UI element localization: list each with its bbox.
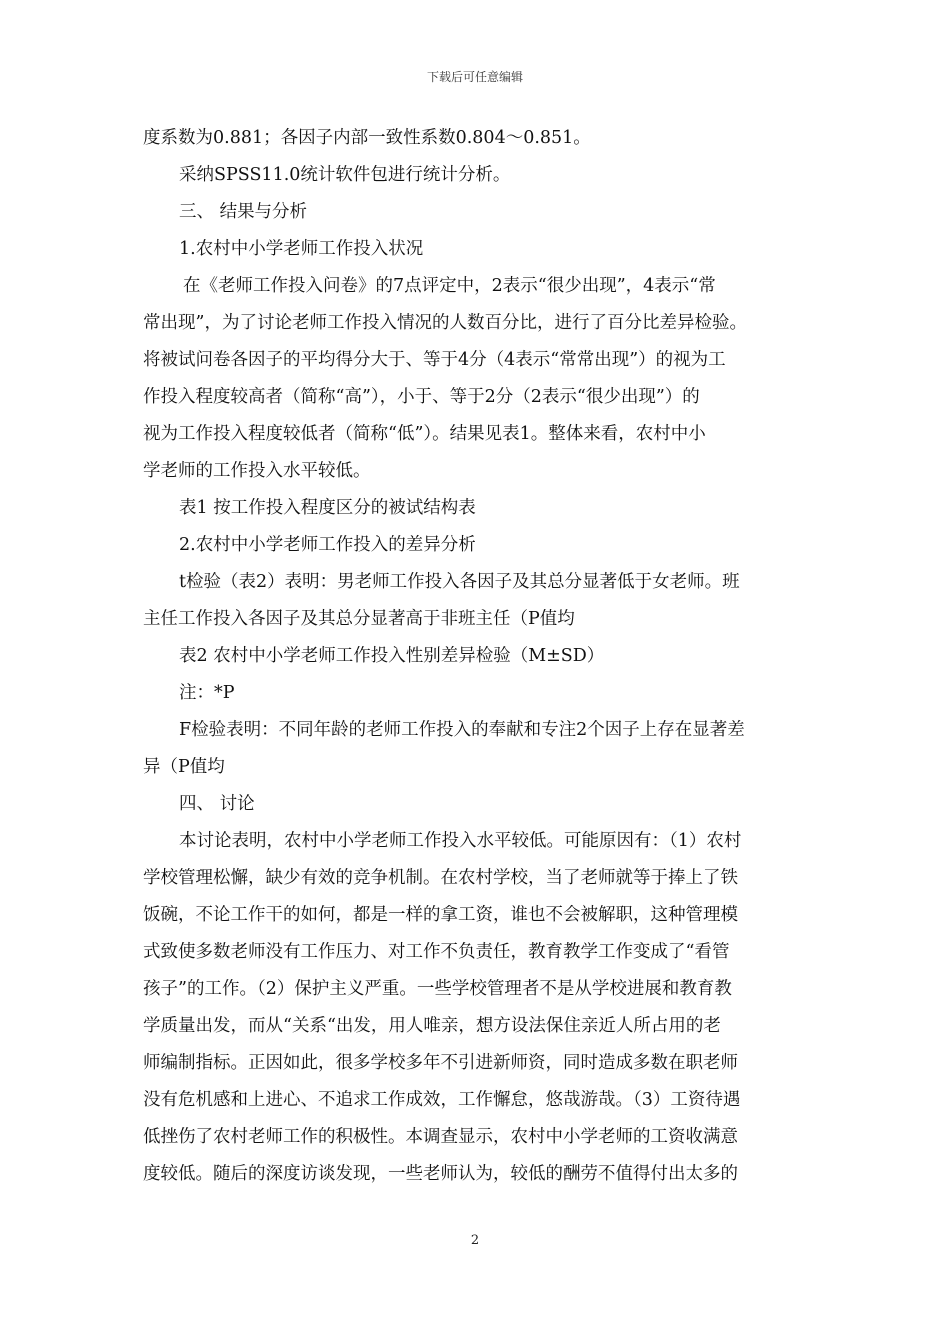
section-heading: 四、 讨论 (179, 794, 255, 814)
paragraph-line: t检验（表2）表明：男老师工作投入各因子及其总分显著低于女老师。班 (179, 572, 740, 592)
table-caption: 表2 农村中小学老师工作投入性别差异检验（M±SD） (179, 646, 605, 666)
paragraph-line: 异（P值均 (143, 757, 225, 777)
text-line: 采纳SPSS11.0统计软件包进行统计分析。 (179, 165, 511, 185)
paragraph-line: 式致使多数老师没有工作压力、对工作不负责任，教育教学工作变成了“看管 (143, 942, 730, 962)
paragraph-line: 学校管理松懈，缺少有效的竞争机制。在农村学校，当了老师就等于捧上了铁 (143, 868, 738, 888)
section-heading: 三、 结果与分析 (179, 202, 308, 222)
paragraph-line: 师编制指标。正因如此，很多学校多年不引进新师资，同时造成多数在职老师 (143, 1053, 738, 1073)
paragraph-line: 作投入程度较高者（简称“高”），小于、等于2分（2表示“很少出现”）的 (143, 387, 700, 407)
page-number: 2 (470, 1233, 480, 1248)
paragraph-line: 学质量出发，而从“关系“出发，用人唯亲，想方设法保住亲近人所占用的老 (143, 1016, 721, 1036)
text-line: 度系数为0.881；各因子内部一致性系数0.804～0.851。 (143, 128, 591, 148)
document-body (143, 120, 809, 1193)
paragraph-line: 没有危机感和上进心、不追求工作成效，工作懈怠，悠哉游哉。（3）工资待遇 (143, 1090, 741, 1110)
table-caption: 表1 按工作投入程度区分的被试结构表 (179, 498, 476, 518)
paragraph-line: 将被试问卷各因子的平均得分大于、等于4分（4表示“常常出现”）的视为工 (143, 350, 726, 370)
paragraph-line: 孩子”的工作。（2）保护主义严重。一些学校管理者不是从学校进展和教育教 (143, 979, 732, 999)
paragraph-line: 主任工作投入各因子及其总分显著高于非班主任（P值均 (143, 609, 575, 629)
table-note: 注：*P (179, 683, 235, 703)
paragraph-line: 低挫伤了农村老师工作的积极性。本调查显示，农村中小学老师的工资收满意 (143, 1127, 738, 1147)
paragraph-line: F检验表明：不同年龄的老师工作投入的奉献和专注2个因子上存在显著差 (179, 720, 745, 740)
paragraph-line: 度较低。随后的深度访谈发现，一些老师认为，较低的酬劳不值得付出太多的 (143, 1164, 738, 1184)
paragraph-line: 学老师的工作投入水平较低。 (143, 461, 371, 481)
subsection-heading: 1.农村中小学老师工作投入状况 (179, 239, 424, 259)
paragraph-line: 常出现”，为了讨论老师工作投入情况的人数百分比，进行了百分比差异检验。 (143, 313, 747, 333)
subsection-heading: 2.农村中小学老师工作投入的差异分析 (179, 535, 476, 555)
page-header: 下载后可任意编辑 (426, 70, 523, 84)
paragraph-line: 视为工作投入程度较低者（简称“低”）。结果见表1。整体来看，农村中小 (143, 424, 706, 444)
paragraph-line: 在《老师工作投入问卷》的7点评定中，2表示“很少出现”，4表示“常 (183, 276, 716, 296)
paragraph-line: 饭碗，不论工作干的如何，都是一样的拿工资，谁也不会被解职，这种管理模 (143, 905, 738, 925)
paragraph-line: 本讨论表明，农村中小学老师工作投入水平较低。可能原因有：（1）农村 (179, 831, 742, 851)
